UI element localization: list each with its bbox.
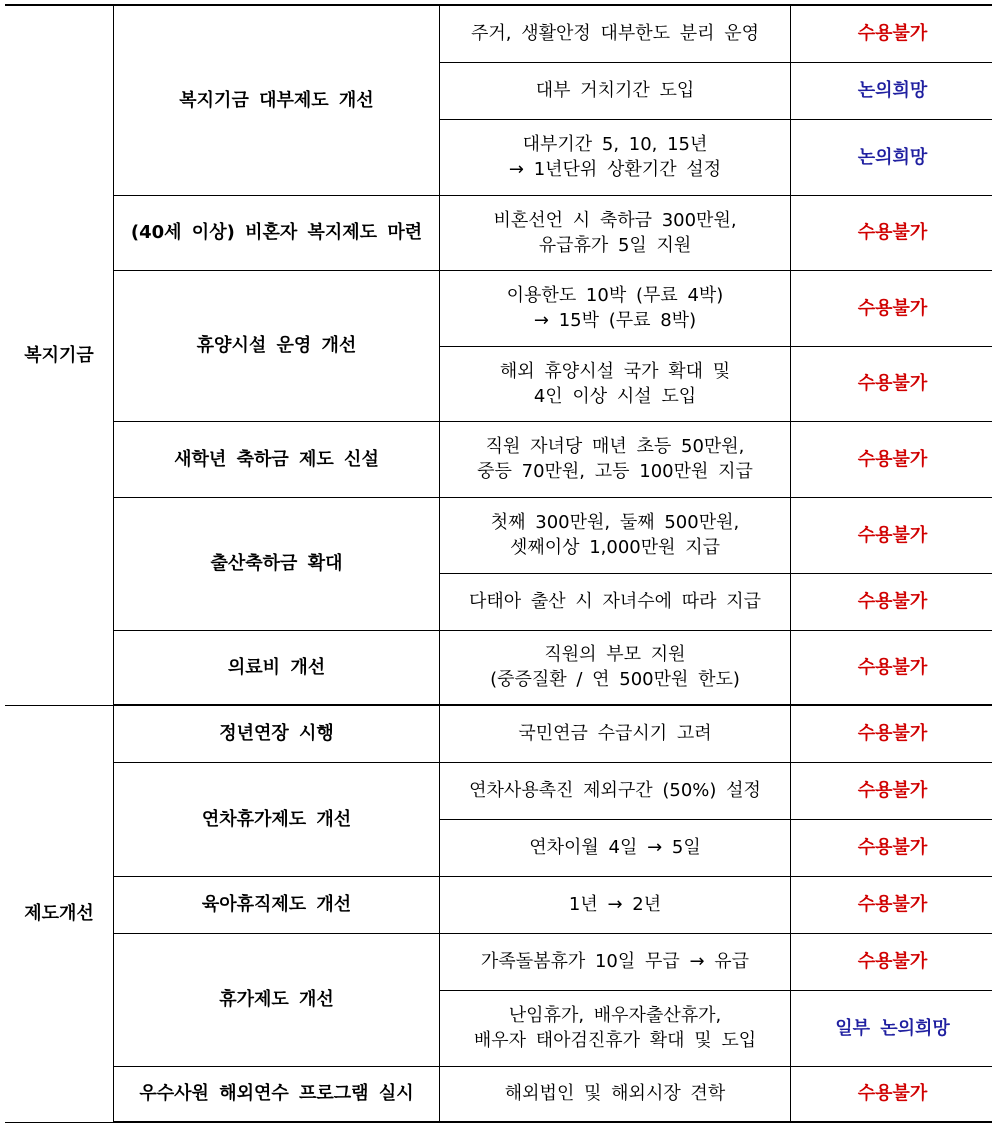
detail-line: 4인 이상 시설 도입 — [533, 385, 697, 407]
table-row — [5, 762, 992, 819]
table-row — [5, 1066, 992, 1122]
status-badge: 수용불가 — [791, 195, 992, 270]
detail-cell — [440, 62, 791, 119]
detail-line: 이용한도 10박 (무료 4박) — [506, 285, 724, 306]
status-badge: 수용불가 — [791, 630, 992, 705]
detail-cell — [440, 876, 791, 933]
status-badge: 일부 논의희망 — [791, 990, 992, 1066]
detail-line: 대부기간 5, 10, 15년 — [522, 134, 708, 155]
detail-line: 연차이월 4일 → 5일 — [529, 837, 701, 858]
detail-line: 해외 휴양시설 국가 확대 및 — [499, 360, 731, 382]
status-badge: 수용불가 — [791, 497, 992, 573]
detail-cell — [440, 497, 791, 573]
detail-line: 다태아 출산 시 자녀수에 따라 지급 — [468, 591, 762, 612]
detail-line: 해외법인 및 해외시장 견학 — [504, 1083, 726, 1105]
detail-line: → 15박 (무료 8박) — [533, 310, 697, 331]
detail-cell — [440, 630, 791, 705]
detail-line: 연차사용촉진 제외구간 (50%) 설정 — [469, 780, 761, 801]
detail-cell — [440, 119, 791, 195]
item-cell: 육아휴직제도 개선 — [114, 876, 440, 933]
detail-line: 가족돌봄휴가 10일 무급 → 유급 — [480, 951, 750, 972]
detail-line: → 1년단위 상환기간 설정 — [508, 159, 722, 180]
item-cell: 의료비 개선 — [114, 630, 440, 705]
detail-cell — [440, 421, 791, 497]
detail-cell — [440, 762, 791, 819]
detail-cell — [440, 270, 791, 346]
detail-cell — [440, 705, 791, 762]
detail-cell — [440, 346, 791, 421]
table-row — [5, 876, 992, 933]
detail-cell — [440, 573, 791, 630]
table-row — [5, 630, 992, 705]
item-cell: 출산축하금 확대 — [114, 497, 440, 630]
detail-line: 대부 거치기간 도입 — [535, 80, 695, 101]
detail-line: 셋째이상 1,000만원 지급 — [509, 537, 721, 558]
category-cell: 제도개선 — [5, 705, 114, 1122]
table-row — [5, 497, 992, 573]
detail-line: 비혼선언 시 축하금 300만원, — [493, 209, 737, 231]
table-row — [5, 5, 992, 62]
item-cell: 정년연장 시행 — [114, 705, 440, 762]
status-badge: 수용불가 — [791, 346, 992, 421]
status-badge: 수용불가 — [791, 5, 992, 62]
status-badge: 수용불가 — [791, 705, 992, 762]
detail-line: 국민연금 수급시기 고려 — [518, 723, 712, 745]
detail-line: 직원의 부모 지원 — [544, 644, 686, 666]
detail-cell — [440, 819, 791, 876]
category-cell: 복지기금 — [5, 5, 114, 705]
status-badge: 수용불가 — [791, 1066, 992, 1122]
table-row — [5, 195, 992, 270]
status-badge: 수용불가 — [791, 876, 992, 933]
detail-line: 배우자 태아검진휴가 확대 및 도입 — [473, 1030, 757, 1051]
status-badge: 수용불가 — [791, 270, 992, 346]
detail-cell — [440, 933, 791, 990]
detail-line: 난임휴가, 배우자출산휴가, — [508, 1005, 722, 1026]
status-badge: 논의희망 — [791, 119, 992, 195]
table-row — [5, 421, 992, 497]
status-badge: 수용불가 — [791, 933, 992, 990]
table-row — [5, 705, 992, 762]
detail-line: 첫째 300만원, 둘째 500만원, — [490, 512, 740, 533]
item-cell: 휴가제도 개선 — [114, 933, 440, 1066]
detail-line: 1년 → 2년 — [568, 894, 662, 915]
detail-line: (중증질환 / 연 500만원 한도) — [490, 669, 740, 691]
item-cell: 새학년 축하금 제도 신설 — [114, 421, 440, 497]
table-row — [5, 270, 992, 346]
table-row — [5, 933, 992, 990]
detail-line: 직원 자녀당 매년 초등 50만원, — [485, 436, 745, 457]
detail-cell — [440, 195, 791, 270]
detail-line: 주거, 생활안정 대부한도 분리 운영 — [470, 23, 760, 45]
item-cell: 복지기금 대부제도 개선 — [114, 5, 440, 195]
detail-cell — [440, 5, 791, 62]
status-badge: 수용불가 — [791, 421, 992, 497]
item-cell: 연차휴가제도 개선 — [114, 762, 440, 876]
item-cell: 휴양시설 운영 개선 — [114, 270, 440, 421]
detail-cell — [440, 990, 791, 1066]
status-badge: 수용불가 — [791, 573, 992, 630]
detail-cell — [440, 1066, 791, 1122]
status-badge: 논의희망 — [791, 62, 992, 119]
item-cell: (40세 이상) 비혼자 복지제도 마련 — [114, 195, 440, 270]
proposal-table — [5, 4, 992, 1123]
status-badge: 수용불가 — [791, 819, 992, 876]
detail-line: 중등 70만원, 고등 100만원 지급 — [477, 461, 753, 482]
item-cell: 우수사원 해외연수 프로그램 실시 — [114, 1066, 440, 1122]
status-badge: 수용불가 — [791, 762, 992, 819]
detail-line: 유급휴가 5일 지원 — [538, 234, 692, 256]
